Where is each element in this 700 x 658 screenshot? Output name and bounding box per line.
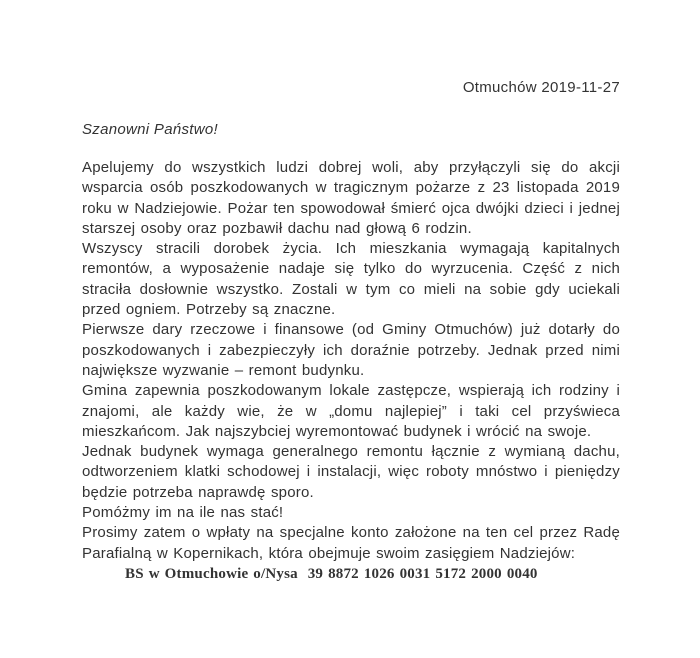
paragraph-losses: Wszyscy stracili dorobek życia. Ich mieszkania wymagają kapitalnych remontów, a wyposażenie nadaje się tylko do wyrzucenia. Część z nich straciła dosłownie wszystko. Zostali w tym co mieli na sobie gdy uciekali przed ogniem. Potrzeby są znaczne. <box>82 240 620 319</box>
paragraph-call-to-help: Pomóżmy im na ile nas stać! <box>82 504 284 522</box>
paragraph-first-aid: Pierwsze dary rzeczowe i finansowe (od Gminy Otmuchów) już dotarły do poszkodowanych i zabezpieczyły ich doraźnie potrzeby. Jednak przed nimi największe wyzwanie – remont budynku. <box>82 321 620 379</box>
bank-account-line: BS w Otmuchowie o/Nysa 39 8872 1026 0031 5172 2000 0040 <box>125 565 538 582</box>
letter-date: Otmuchów 2019-11-27 <box>462 79 620 96</box>
paragraph-temporary-housing: Gmina zapewnia poszkodowanym lokale zastępcze, wspierają ich rodziny i znajomi, ale każdy wie, że w „domu najlepiej” i taki cel przyświeca mieszkańcom. Jak najszybciej wyremontować budynek i wrócić na swoje. <box>82 382 620 440</box>
letter-body <box>82 158 620 584</box>
paragraph-donation-request: Prosimy zatem o wpłaty na specjalne konto założone na ten cel przez Radę Parafialną w Kopernikach, która obejmuje swoim zasięgiem Nadziejów: <box>82 524 620 562</box>
paragraph-renovation-needs: Jednak budynek wymaga generalnego remontu łącznie z wymianą dachu, odtworzeniem klatki schodowej i instalacji, więc roboty mnóstwo i pieniędzy będzie potrzeba naprawdę sporo. <box>82 443 620 501</box>
salutation: Szanowni Państwo! <box>82 121 219 138</box>
paragraph-appeal: Apelujemy do wszystkich ludzi dobrej woli, aby przyłączyli się do akcji wsparcia osób poszkodowanych w tragicznym pożarze z 23 listopada 2019 roku w Nadziejowie. Pożar ten spowodował śmierć ojca dwójki dzieci i jednej starszej osoby oraz pozbawił dachu nad głową 6 rodzin. <box>82 159 620 237</box>
